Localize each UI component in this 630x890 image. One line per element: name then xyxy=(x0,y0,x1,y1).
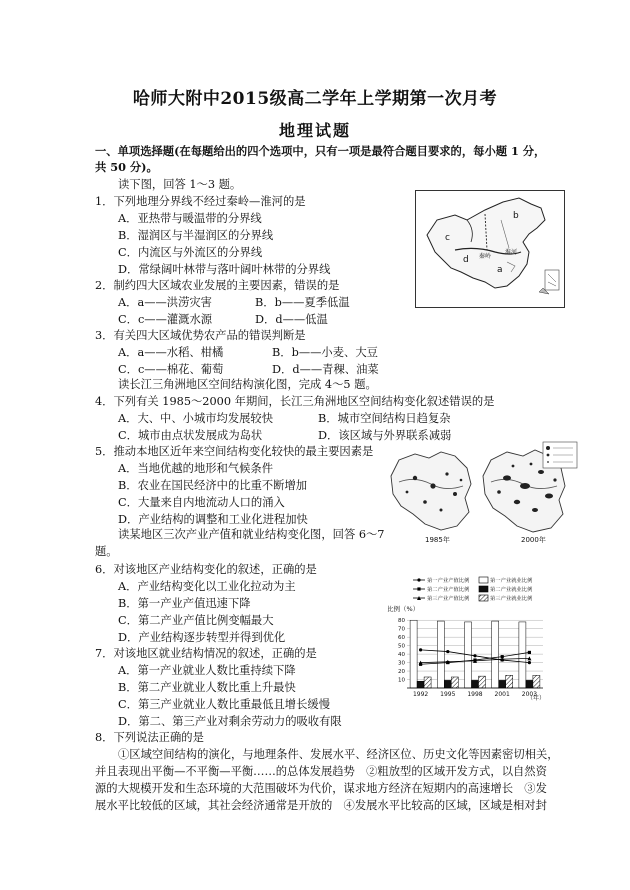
label-huaihe: 淮河 xyxy=(505,249,518,256)
q3-option-b: B．b——小麦、大豆 xyxy=(272,346,378,359)
bar-1-2003 xyxy=(519,622,526,688)
q7-option-d: D．第二、第三产业对剩余劳动力的吸收有限 xyxy=(118,715,342,728)
chart-ylabel: 比例（%） xyxy=(387,605,420,613)
q5-option-c: C．大量来自内地流动人口的涌入 xyxy=(118,496,285,509)
q2-option-a: A．a——洪涝灾害 xyxy=(118,296,212,309)
y-tick-label: 20 xyxy=(398,669,405,676)
x-tick-label: 1992 xyxy=(412,691,429,698)
q8-line-2: 并且表现出平衡—不平衡—平衡……的总体发展趋势 ②粗放型的区域开发方式，以自然资 xyxy=(95,765,547,778)
legend-secondary-emp: 第二产业就业比例 xyxy=(490,587,533,593)
legend-primary-emp: 第一产业就业比例 xyxy=(490,578,533,584)
legend-item-tertiary-emp xyxy=(479,594,533,602)
q4-option-d: D．该区域与外界联系减弱 xyxy=(318,429,452,442)
x-tick-label: 1998 xyxy=(467,691,483,698)
y-tick-labels xyxy=(398,618,405,683)
q4-option-b: B．城市空间结构日趋复杂 xyxy=(318,412,451,425)
intro-3: 读某地区三次产业产值和就业结构变化图，回答 6～7 xyxy=(118,528,385,541)
q4-stem: 4．下列有关 1985～2000 年期间，长江三角洲地区空间结构变化叙述错误的是 xyxy=(95,395,495,408)
chart-xlabel: （年） xyxy=(527,695,545,702)
x-tick-label: 2003 xyxy=(521,691,538,698)
legend-secondary-output: 第二产业产值比例 xyxy=(427,587,470,593)
map-year-1985: 1985年 xyxy=(425,536,450,544)
y-tick-label: 30 xyxy=(398,660,405,667)
q3-option-c: C．c——棉花、葡萄 xyxy=(118,363,224,376)
q5-option-b: B．农业在国民经济中的比重不断增加 xyxy=(118,479,308,492)
region-label-a: a xyxy=(497,265,503,275)
q4-option-c: C．城市由点状发展成为岛状 xyxy=(118,429,263,442)
q4-option-a: A．大、中、小城市均发展较快 xyxy=(118,412,274,425)
bar-2-1992 xyxy=(417,681,424,688)
q8-line-3: 源的大规模开发和生态环境的大范围破坏为代价，谋求地方经济在短期内的高速增长 ③发 xyxy=(95,782,547,795)
q8-line-4: 展水平比较低的区域，其社会经济通常是开放的 ④发展水平比较高的区域，区域是相对封 xyxy=(95,799,547,812)
x-tick-label: 2001 xyxy=(494,691,510,698)
legend-item-primary-output xyxy=(413,576,470,584)
industry-structure-chart xyxy=(385,572,545,706)
q1-option-b: B．湿润区与半湿润区的分界线 xyxy=(118,229,274,242)
legend-item-primary-emp xyxy=(479,576,533,584)
q7-stem: 7．对该地区就业结构情况的叙述，正确的是 xyxy=(95,647,317,660)
q5-stem: 5．推动本地区近年来空间结构变化较快的最主要因素是 xyxy=(95,445,374,458)
intro-2: 读长江三角洲地区空间结构演化图，完成 4～5 题。 xyxy=(118,378,377,391)
line-point xyxy=(528,651,531,654)
legend-item-tertiary-output xyxy=(413,594,470,602)
bar-1-2001 xyxy=(492,621,499,688)
page-subtitle: 地理试题 xyxy=(278,121,351,140)
line-point xyxy=(446,650,449,653)
q2-option-b: B．b——夏季低温 xyxy=(255,296,350,309)
bar-3-1998 xyxy=(479,676,486,688)
bar-3-2003 xyxy=(533,675,540,688)
page-title: 哈师大附中2015级高二学年上学期第一次月考 xyxy=(132,89,498,109)
y-tick-label: 80 xyxy=(398,618,405,625)
x-tick-labels xyxy=(413,691,537,698)
bar-2-2003 xyxy=(526,680,533,688)
bar-2-1995 xyxy=(444,680,451,688)
legend-item-secondary-emp xyxy=(479,585,533,593)
y-tick-label: 10 xyxy=(398,677,405,684)
q6-stem: 6．对该地区产业结构变化的叙述，正确的是 xyxy=(95,563,317,576)
q3-stem: 3．有关四大区域优势农产品的错误判断是 xyxy=(95,329,306,342)
section-heading: 一、单项选择题(在每题给出的四个选项中，只有一项是最符合题目要求的，每小题 1 分， xyxy=(95,144,546,158)
chart-legend xyxy=(413,576,533,602)
line-point xyxy=(528,661,531,664)
region-label-b: b xyxy=(513,211,519,221)
q6-option-d: D．产业结构逐步转型并得到优化 xyxy=(118,631,286,644)
q5-option-d: D．产业结构的调整和工业化进程加快 xyxy=(118,513,308,526)
line-point xyxy=(419,648,422,651)
q7-option-a: A．第一产业就业人数比重持续下降 xyxy=(118,664,296,677)
q2-stem: 2．制约四大区域农业发展的主要因素，错误的是 xyxy=(95,279,340,292)
q6-option-a: A．产业结构变化以工业化拉动为主 xyxy=(118,580,296,593)
legend-tertiary-emp: 第三产业就业比例 xyxy=(490,596,533,602)
bar-2-2001 xyxy=(499,680,506,688)
bar-1-1992 xyxy=(410,620,417,688)
intro-1: 读下图，回答 1～3 题。 xyxy=(118,178,242,191)
bar-3-2001 xyxy=(506,675,513,688)
q8-line-1: ①区域空间结构的演化，与地理条件、发展水平、经济区位、历史文化等因素密切相关， xyxy=(118,748,559,761)
q1-stem: 1．下列地理分界线不经过秦岭—淮河的是 xyxy=(95,195,306,208)
q7-option-c: C．第三产业就业人数比重最低且增长缓慢 xyxy=(118,698,330,711)
line-marks xyxy=(419,648,532,666)
map-year-2000: 2000年 xyxy=(521,536,546,544)
y-tick-label: 40 xyxy=(398,652,405,659)
q2-option-c: C．c——灌溉水源 xyxy=(118,313,213,326)
q3-option-d: D．d——青稞、油菜 xyxy=(272,363,379,376)
bar-1-1995 xyxy=(437,621,444,688)
legend-tertiary-output: 第三产业产值比例 xyxy=(427,596,470,602)
line-point xyxy=(473,654,476,657)
q3-option-a: A．a——水稻、柑橘 xyxy=(118,346,224,359)
legend-item-secondary-output xyxy=(413,585,470,593)
region-label-d: d xyxy=(463,255,469,265)
intro-3-cont: 题。 xyxy=(95,545,118,558)
y-tick-label: 50 xyxy=(398,643,405,650)
q2-option-d: D．d——低温 xyxy=(255,313,328,326)
q6-option-b: B．第一产业产值迅速下降 xyxy=(118,597,251,610)
q6-option-c: C．第二产业产值比例变幅最大 xyxy=(118,614,274,627)
bar-3-1992 xyxy=(424,677,431,688)
yangtze-delta-maps xyxy=(385,440,580,546)
china-region-map xyxy=(415,190,565,308)
q1-option-a: A．亚热带与暖温带的分界线 xyxy=(118,212,262,225)
chart-svg xyxy=(385,572,545,706)
legend-primary-output: 第一产业产值比例 xyxy=(427,578,470,584)
q7-option-b: B．第二产业就业人数比重上升最快 xyxy=(118,681,296,694)
label-qinling: 秦岭 xyxy=(479,253,492,260)
y-tick-label: 60 xyxy=(398,635,405,642)
q1-option-c: C．内流区与外流区的分界线 xyxy=(118,246,263,259)
y-tick-label: 70 xyxy=(398,626,405,633)
q1-option-d: D．常绿阔叶林带与落叶阔叶林带的分界线 xyxy=(118,263,331,276)
bar-2-1998 xyxy=(472,680,479,688)
bar-3-1995 xyxy=(451,677,458,688)
section-heading-cont: 共 50 分)。 xyxy=(95,160,158,174)
x-tick-label: 1995 xyxy=(440,691,456,698)
q5-option-a: A．当地优越的地形和气候条件 xyxy=(118,462,274,475)
region-label-c: c xyxy=(445,233,450,243)
q8-stem: 8．下列说法正确的是 xyxy=(95,731,204,744)
